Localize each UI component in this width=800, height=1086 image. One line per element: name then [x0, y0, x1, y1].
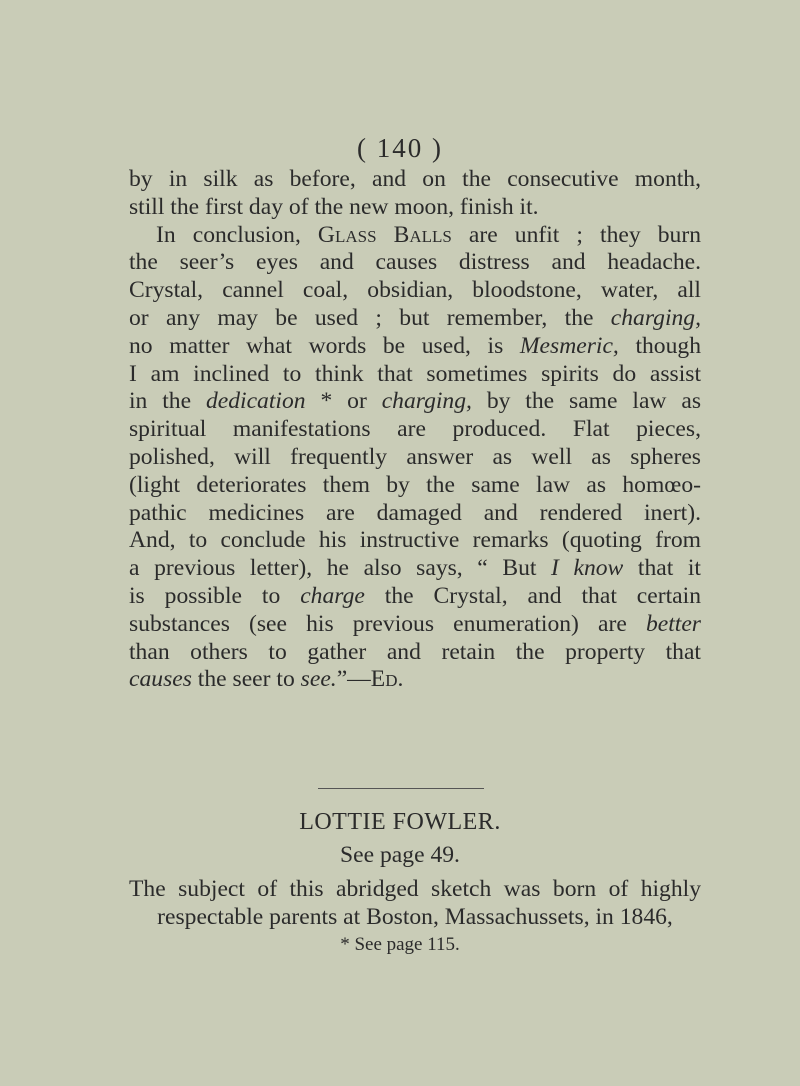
text-run: are unfit ; they burn [451, 221, 701, 248]
text-run: that it [623, 555, 701, 582]
text-run: * or [305, 388, 382, 415]
section-subheading: See page 49. [340, 842, 460, 868]
text-run: a previous letter), he also says, “ But [129, 555, 552, 582]
italic-text: see. [300, 666, 337, 693]
text-run: Crystal, cannel coal, obsidian, bloodstone, water, all [129, 277, 701, 304]
italic-text: causes [129, 666, 192, 693]
italic-text: charge [300, 582, 365, 609]
paragraph-line [129, 611, 701, 639]
text-run: though [618, 332, 701, 359]
paragraph-line [129, 639, 701, 667]
text-run: than others to gather and retain the property that [129, 638, 701, 665]
paragraph-line [129, 305, 701, 333]
paragraph-line [129, 472, 701, 500]
text-run: in the [129, 388, 206, 415]
text-run: no matter what words be used, is [129, 332, 520, 359]
paragraph-line [129, 555, 701, 583]
italic-text: better [645, 610, 701, 637]
paragraph-line [129, 388, 701, 416]
italic-text: I know [551, 555, 624, 582]
text-run: the Crystal, and that certain [364, 582, 701, 609]
paragraph-line [129, 194, 701, 222]
text-run: I am inclined to think that sometimes spirits do assist [129, 360, 701, 387]
text-run: pathic medicines are damaged and rendered inert). [129, 499, 701, 526]
footnote: * See page 115. [340, 934, 460, 955]
paragraph-line [129, 583, 701, 611]
text-run: by in silk as before, and on the consecutive month, [129, 166, 701, 192]
text-run: or any may be used ; but remember, the [129, 304, 611, 331]
paragraph-line [129, 666, 701, 694]
italic-text: dedication [205, 388, 306, 415]
text-run: polished, will frequently answer as well as spheres [129, 443, 701, 470]
text-run: is possible to [129, 582, 301, 609]
italic-text: charging, [381, 388, 472, 415]
small-caps-text: Ed. [370, 666, 404, 693]
paragraph-line [129, 249, 701, 277]
paragraph-line [129, 277, 701, 305]
paragraph-line [129, 361, 701, 389]
text-run: the seer’s eyes and causes distress and headache. [129, 249, 701, 276]
main-paragraph [129, 166, 701, 694]
text-run: In conclusion, [156, 221, 318, 248]
page-number: ( 140 ) [357, 133, 443, 163]
small-caps-text: Glass Balls [317, 221, 452, 248]
paragraph-line [129, 333, 701, 361]
italic-text: Mesmeric, [519, 332, 619, 359]
text-run: And, to conclude his instructive remarks (quoting from [129, 527, 701, 554]
text-run: spiritual manifestations are produced. Flat pieces, [129, 416, 701, 443]
paragraph-line [129, 166, 701, 194]
text-run: ”— [336, 666, 371, 693]
italic-text: charging, [610, 304, 701, 331]
text-run: substances (see his previous enumeration) are [129, 610, 646, 637]
section-heading: LOTTIE FOWLER. [299, 809, 501, 835]
paragraph-line: respectable parents at Boston, Massachussets, in 1846, [157, 903, 673, 930]
paragraph-line [129, 222, 701, 250]
second-paragraph [129, 876, 701, 932]
paragraph-line [129, 527, 701, 555]
paragraph-line: The subject of this abridged sketch was born of highly [129, 876, 701, 902]
text-run: (light deteriorates them by the same law as homœo- [129, 471, 701, 498]
text-run: the seer to [191, 666, 301, 693]
paragraph-line [129, 444, 701, 472]
text-run: by the same law as [471, 388, 701, 415]
text-run: still the first day of the new moon, finish it. [129, 193, 539, 220]
paragraph-line [129, 500, 701, 528]
section-divider [318, 788, 484, 789]
paragraph-line [129, 416, 701, 444]
